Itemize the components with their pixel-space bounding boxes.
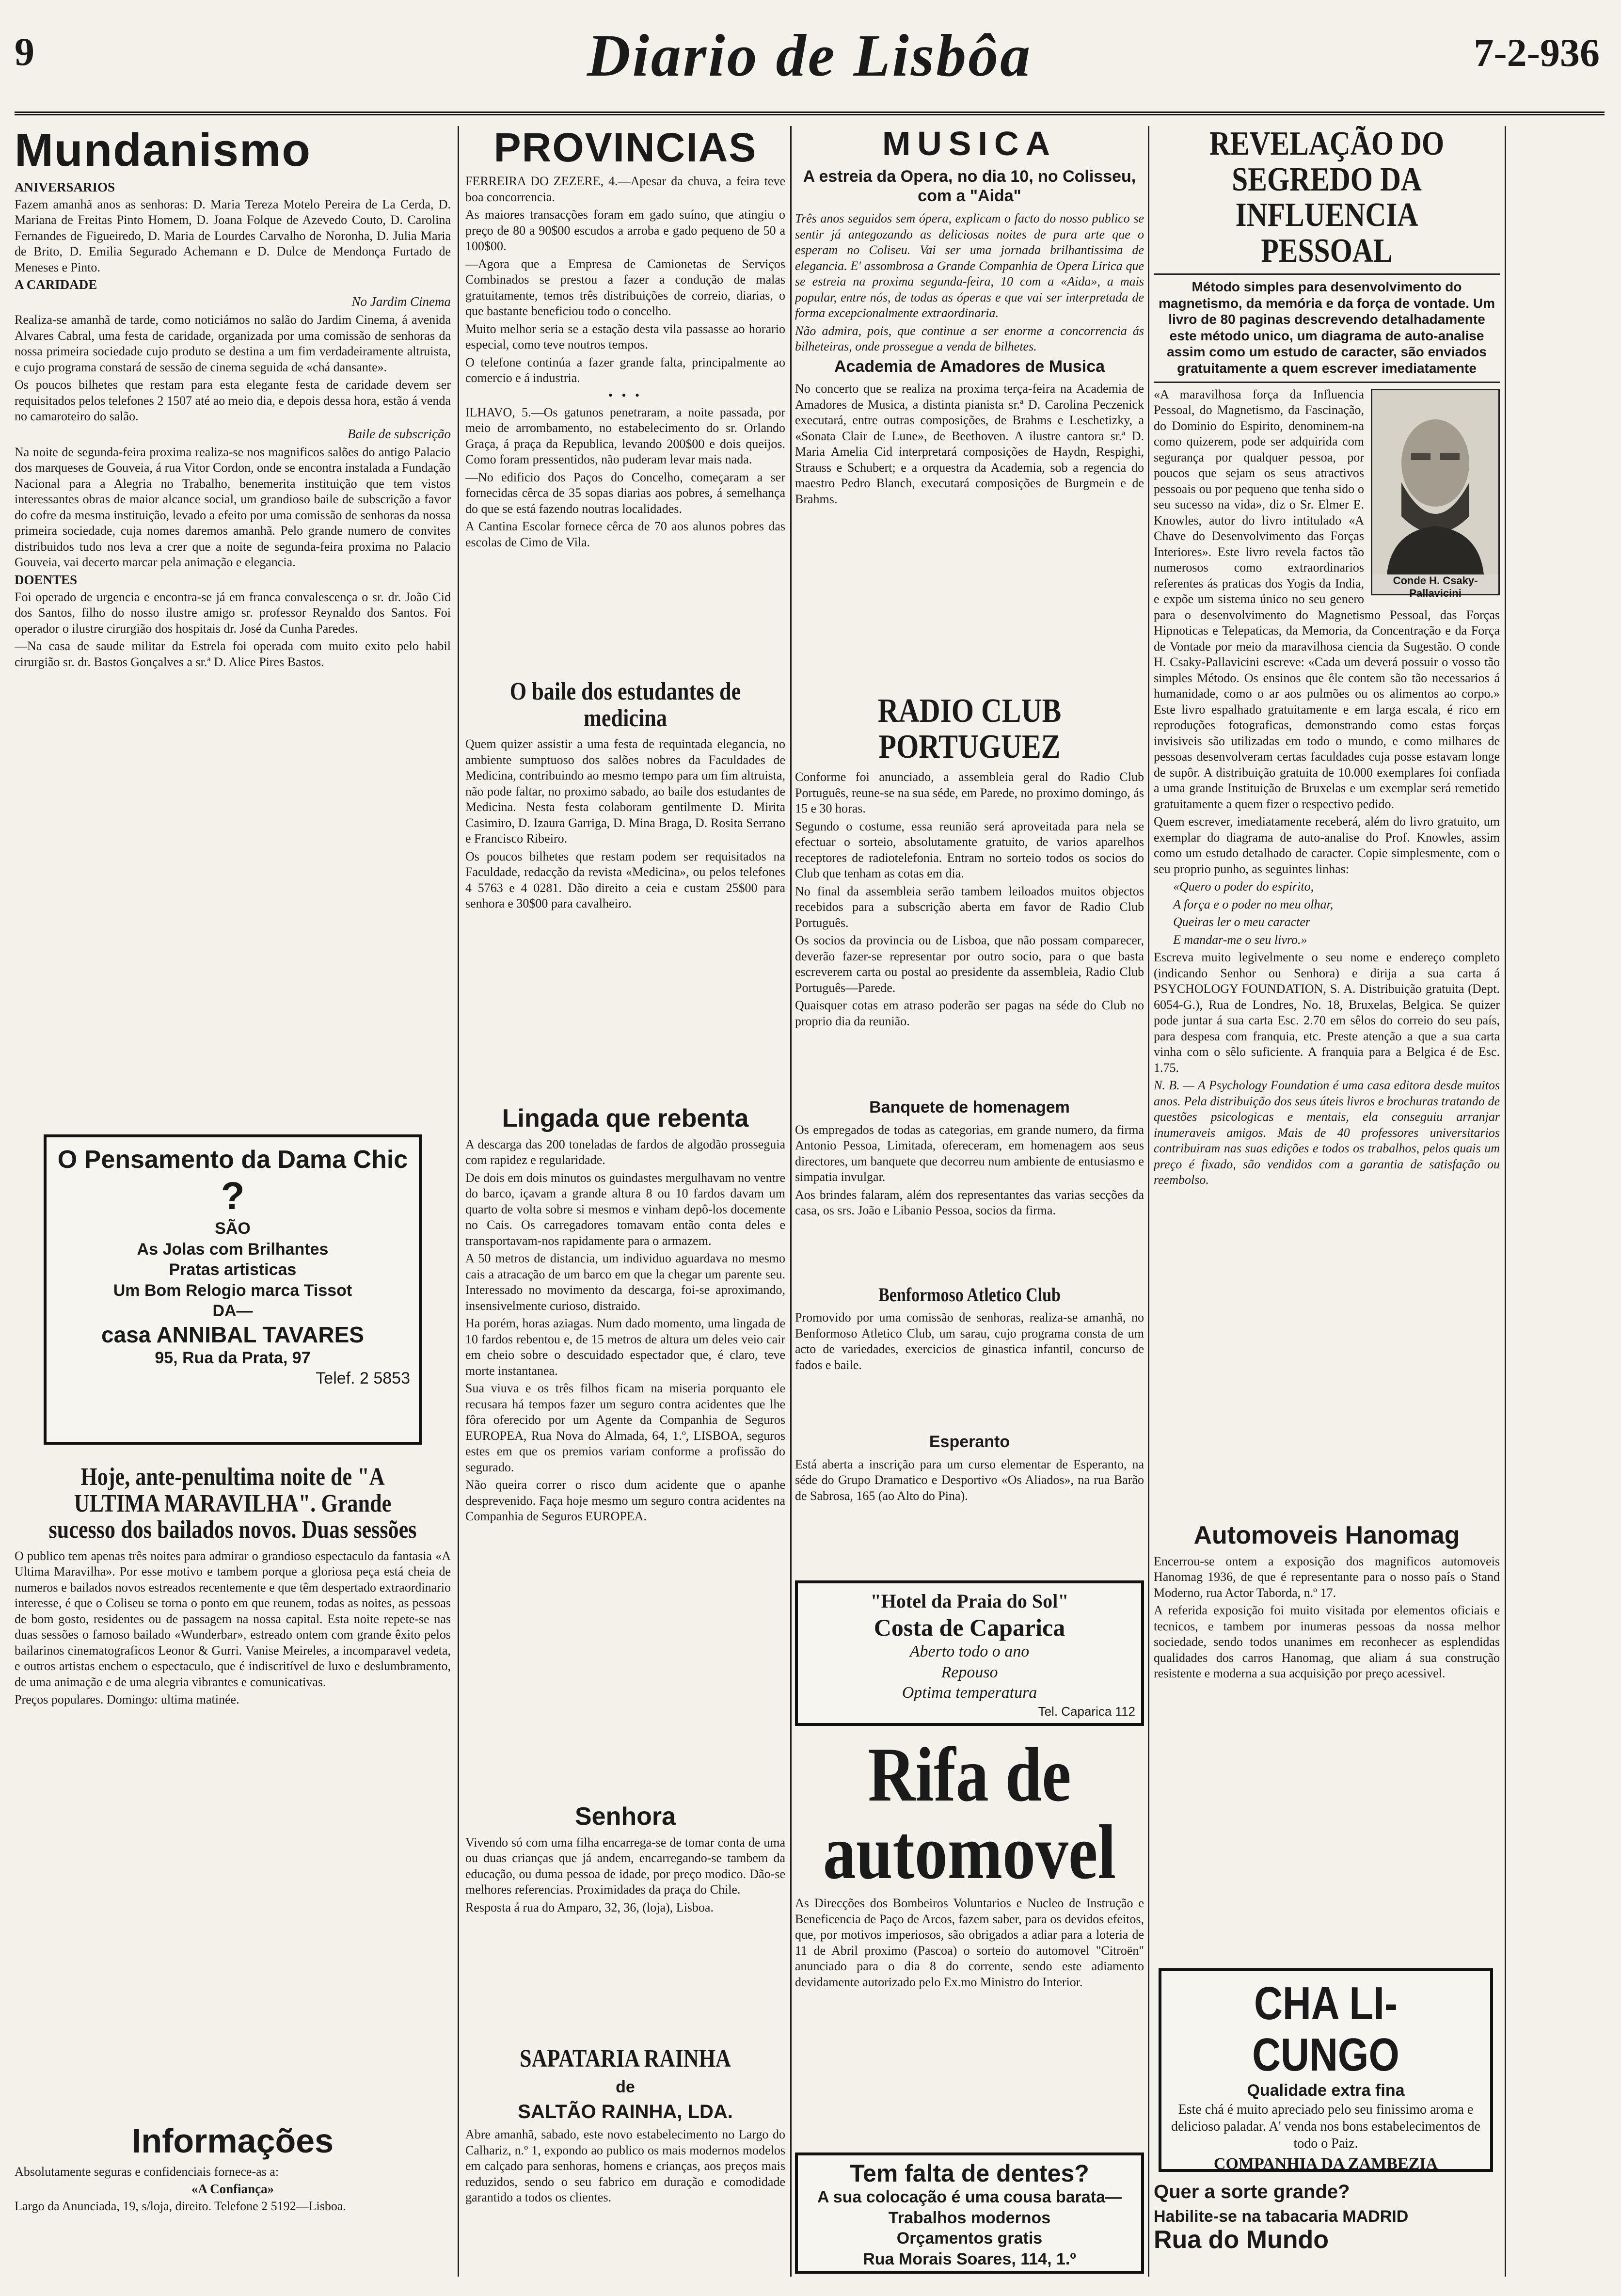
ad-line: Orçamentos gratis: [896, 2229, 1043, 2248]
headline: Lingada que rebenta: [502, 1105, 749, 1132]
paragraph: Muito melhor seria se a estação desta vila passasse ao horario especial, como teve noutros tempos.: [465, 321, 785, 352]
paragraph: Os poucos bilhetes que restam para esta elegante festa de caridade devem ser requisitados pelos telefones 2 1507 até ao meio dia, e depois dessa hora, estão á venda no camaroteiro do salão.: [15, 378, 451, 424]
ad-line: Repouso: [941, 1663, 998, 1681]
paragraph: Fazem amanhã anos as senhoras: D. Maria Tereza Motelo Pereira de La Cerda, D. Mariana de Freitas Pinto Homem, D. Joana Folque de Azevedo Couto, D. Carolina Fernandes de Figueiredo, D. Maria de Lourdes Carvalho de Noronha, D. Julia Maria de Brito, D. Emilia Segurado Achemann e D. Dulce de Mendonça Furtado de Meneses e Pinto.: [15, 197, 451, 274]
headline: MUSICA: [882, 126, 1057, 162]
subheading: No Jardim Cinema: [351, 294, 451, 309]
ad-line: DA—: [212, 1302, 253, 1321]
maravilha-article: [15, 1464, 451, 2114]
paragraph: Foi operado de urgencia e encontra-se já em franca convalescença o sr. dr. João Cid dos Santos, filho do nosso ilustre amigo sr. professor Reynaldo dos Santos. Foi operador o ilustre cirurgião dos hospitais dr. José da Cunha Paredes.: [15, 590, 451, 636]
hotel-location: Costa de Caparica: [874, 1614, 1065, 1641]
subheading: A estreia da Opera, no dia 10, no Colisseu, com a "Aida": [803, 167, 1136, 206]
headline: Benformoso Atletico Club: [878, 1285, 1061, 1306]
column-2: [465, 126, 785, 2277]
portrait-icon: [1372, 390, 1498, 574]
rifa-article: [795, 1736, 1144, 2148]
subheading: Academia de Amadores de Musica: [834, 357, 1105, 376]
divider: [1154, 273, 1500, 275]
ad-line: Rua Morais Soares, 114, 1.º: [863, 2249, 1076, 2268]
paragraph: Abre amanhã, sabado, este novo estabelecimento no Largo do Calhariz, n.º 1, expondo ao publico os mais modernos modelos em calçado para senhoras, homens e crianças, aos preços mais reduzidos, sendo o seu fabrico em duração e comodidade garantido a todos os clientes.: [465, 2127, 785, 2205]
paragraph: Vivendo só com uma filha encarrega-se de tomar conta de uma ou duas crianças que já andem, encarregando-se tambem da educação, ou duma pessoa de idade, por preço modico. Dão-se melhores referencias. Proximidades da praça do Chile.: [465, 1835, 785, 1897]
ad-line: Aberto todo o ano: [909, 1642, 1030, 1660]
paragraph: Quem quizer assistir a uma festa de requintada elegancia, no ambiente sumptuoso dos salões nobres da Faculdades de Medicina, contribuindo ao mesmo tempo para um fim altruista, não pode faltar, no proximo sabado, ao baile dos estudantes de Medicina. Nesta festa colaboram gentilmente D. Mirita Casimiro, D. Izaura Garriga, D. Mina Braga, D. Rosita Serrano e Francisco Ribeiro.: [465, 737, 785, 846]
paragraph: Aos brindes falaram, além dos representantes das varias secções da casa, os srs. João e Libanio Pessoa, socios da firma.: [795, 1187, 1144, 1218]
column-1: [15, 126, 451, 2277]
sorte-ad: [1154, 2182, 1500, 2274]
section-label: ANIVERSARIOS: [15, 179, 115, 194]
subheading: Baile de subscrição: [348, 426, 451, 441]
ad-title: O Pensamento da Dama Chic: [57, 1146, 408, 1174]
headline: Esperanto: [929, 1433, 1010, 1451]
baile-medicina-article: [465, 679, 785, 1091]
paragraph: Este chá é muito apreciado pelo seu finissimo aroma e delicioso paladar. A' venda nos bons estabelecimentos de todo o Paiz.: [1171, 2102, 1480, 2151]
ad-title: CHA LI-CUNGO: [1252, 1977, 1399, 2081]
paragraph: Preços populares. Domingo: ultima matinée.: [15, 1692, 239, 1707]
newspaper-title: Diario de Lisbôa: [587, 22, 1033, 89]
lingada-article: [465, 1105, 785, 1794]
paragraph: Conforme foi anunciado, a assembleia geral do Radio Club Português, reune-se na sua séde, em Parede, no proximo domingo, ás 15 e 30 horas.: [795, 770, 1144, 815]
headline: Informações: [131, 2123, 334, 2160]
shop-address: 95, Rua da Prata, 97: [155, 1348, 311, 1367]
section-label: DOENTES: [15, 572, 78, 587]
esperanto-article: [795, 1430, 1144, 1571]
ad-line: de: [616, 2077, 635, 2096]
firm-name: COMPANHIA DA ZAMBEZIA: [1213, 2154, 1438, 2172]
headline: REVELAÇÃO DO SEGREDO DA INFLUENCIA PESSOAL: [1209, 126, 1445, 270]
paragraph: A descarga das 200 toneladas de fardos de algodão prosseguia com rapidez e regularidade.: [465, 1137, 785, 1167]
column-rule: [790, 126, 792, 2277]
ad-title: Tem falta de dentes?: [850, 2160, 1089, 2187]
paragraph: De dois em dois minutos os guindastes mergulhavam no ventre do barco, içavam a grande altura 8 ou 10 fardos davam um quarto de volta sobre si mesmos e vinham depô-los docemente no Cais. Os carregadores tomavam então conta deles e transportavam-nos rapidamente para o armazem.: [465, 1170, 785, 1248]
column-4: [1154, 126, 1500, 2277]
paragraph: Não admira, pois, que continue a ser enorme a concorrencia ás bilheteiras, onde prossegue a venda de bilhetes.: [795, 323, 1144, 354]
masthead: [15, 19, 1605, 115]
portrait-caption: Conde H. Csaky-Pallavicini: [1393, 574, 1478, 599]
ad-line: As Jolas com Brilhantes: [137, 1240, 329, 1259]
benformoso-article: [795, 1285, 1144, 1425]
shop-phone: Telef. 2 5853: [316, 1369, 410, 1388]
ad-line: Pratas artisticas: [169, 1260, 297, 1279]
paragraph: Na noite de segunda-feira proxima realiza-se nos magnificos salões do antigo Palacio dos marqueses de Gouveia, á rua Vitor Cordon, onde se encontra instalada a Fundação Nacional para a Alegria no Trabalho, benemerita instituição que tem vistos interessantes obras de maior alcance social, um grandioso baile de subscrição a favor do cofre da mesma instituição, levado a efeito por uma comissão de senhoras da nossa primeira sociedade, cuja nomes daremos amanhã. Pelo grande numero de convites distribuidos tudo nos leva a crer que a noite de segunda-feira proxima no Palacio Gouveia, vai decerto marcar pela animação e elegancia.: [15, 445, 451, 570]
paragraph: A referida exposição foi muito visitada por elementos oficiais e tecnicos, e tambem por inumeras pessoas da nossa melhor sociedade, sendo todos unanimes em reconhecer as esplendidas qualidades dos carros Hanomag, que aliam á sua construção resistente e moderna a sua acquisição por preço acessivel.: [1154, 1603, 1500, 1681]
paragraph: Encerrou-se ontem a exposição dos magnificos automoveis Hanomag 1936, de que é representante para o nosso país o Stand Moderno, rua Actor Taborda, n.º 17.: [1154, 1554, 1500, 1600]
column-rule: [458, 126, 459, 2277]
ad-line: Quer a sorte grande?: [1154, 2182, 1350, 2202]
issue-date: 7-2-936: [1474, 31, 1600, 75]
mundanismo-article: [15, 126, 451, 1115]
headline: Mundanismo: [15, 126, 311, 176]
ad-line: Optima temperatura: [902, 1684, 1037, 1702]
paragraph: Os socios da provincia ou de Lisboa, que não possam comparecer, deverão fazer-se representar por outro socio, para o que basta escreverem carta ou postal ao presidente da assembleia, Radio Club Português—Parede.: [795, 933, 1144, 995]
paragraph: As maiores transacções foram em gado suíno, que atingiu o preço de 80 a 90$00 escudos a arroba e gado pequeno de 50 a 100$00.: [465, 207, 785, 254]
provincias-article: [465, 126, 785, 669]
banquete-article: [795, 1096, 1144, 1280]
paragraph: —No edificio dos Paços do Concelho, começaram a ser fornecidas cêrca de 35 sopas diarias aos pobres, á semelhança do que se está fazendo noutras localidades.: [465, 470, 785, 516]
headline: Banquete de homenagem: [869, 1098, 1070, 1116]
paragraph: Os empregados de todas as categorias, em grande numero, da firma Antonio Pessoa, Limitada, ofereceram, em homenagem aos seus directores, um banquete que decorreu num ambiente de entusiasmo e simpatia invulgar.: [795, 1122, 1144, 1184]
sapataria-ad: [465, 2046, 785, 2274]
paragraph: Três anos seguidos sem ópera, explicam o facto do nosso publico se sentir já antegozando as deliciosas noites de pura arte que o esperam no Coliseu. Vai ser uma jornada brilhantissima de elegancia. E' assombrosa a Grande Companhia de Opera Lirica que se estreia na proxima segunda-feira, 10 com a «Aida», a mais popular, entre nós, de todas as óperas e que vai ser interpretada de forma excepcionalmente extraordinaria.: [795, 211, 1144, 320]
headline: Automoveis Hanomag: [1193, 1522, 1460, 1549]
headline: Hoje, ante-penultima noite de "A ULTIMA MARAVILHA". Grande sucesso dos bailados novos. Duas sessões: [48, 1464, 417, 1544]
paragraph: Sua viuva e os três filhos ficam na miseria porquanto ele recusara há tempos fazer um seguro contra acidentes que lhe fôra oferecido por um Agente da Companhia de Seguros EUROPEA, Rua Nova do Almada, 64, 1.º, LISBOA, seguros estes em que os premios variam conforme a profissão do segurado.: [465, 1381, 785, 1474]
ad-line: A sua colocação é uma cousa barata—Trabalhos modernos: [817, 2188, 1122, 2227]
paragraph: Escreva muito legivelmente o seu nome e endereço completo (indicando Senhor ou Senhora) e dirija a sua carta á PSYCHOLOGY FOUNDATION, S. A. Distribuição gratuita (Dept. 6054-G.), Rua de Londres, No. 18, Bruxelas, Belgica. Se quizer pode juntar á sua carta Esc. 2.70 em sêlos do correio do seu país, para despesa com franquia, etc. Preste atenção a que a sua carta vinha com o sêlo suficiente. A franquia para a Belgica é de Esc. 1.75.: [1154, 950, 1500, 1075]
hotel-phone: Tel. Caparica 112: [1038, 1704, 1135, 1719]
paragraph: Quaisquer cotas em atraso poderão ser pagas na séde do Club no proprio dia da reunião.: [795, 998, 1144, 1028]
paragraph: Segundo o costume, essa reunião será aproveitada para nela se efectuar o sorteio, absolutamente gratuito, de varios aparelhos receptores de radiotelefonia. Entram no sorteio todos os socios do Club que tenham as cotas em dia.: [795, 819, 1144, 880]
hanomag-article: [1154, 1522, 1500, 1959]
revelacao-article: [1154, 126, 1500, 1513]
headline: Senhora: [574, 1803, 676, 1831]
paragraph: Não queira correr o risco dum acidente que o apanhe desprevenido. Faça hoje mesmo um seguro contra acidentes na Companhia de Seguros EUROPEA.: [465, 1478, 785, 1524]
quote-line: Queiras ler o meu caracter: [1173, 915, 1311, 929]
subheading: Método simples para desenvolvimento do magnetismo, da memória e da força de vontade. Um livro de 80 paginas descrevendo detalhadamente este método unico, um diagrama de auto-analise assim como um estudo de caracter, são enviados gratuitamente a quem escrever imediatamente: [1159, 279, 1495, 376]
column-rule: [1148, 126, 1149, 2277]
shop-name: casa ANNIBAL TAVARES: [101, 1322, 364, 1347]
ad-line: Um Bom Relogio marca Tissot: [113, 1281, 352, 1300]
company-name: SALTÃO RAINHA, LDA.: [518, 2101, 733, 2123]
ad-line: Habilite-se na tabacaria MADRID: [1154, 2207, 1409, 2226]
ad-line: Rua do Mundo: [1154, 2225, 1329, 2254]
headline: O baile dos estudantes de medicina: [509, 679, 741, 732]
ad-line: Qualidade extra fina: [1247, 2081, 1405, 2100]
paragraph: —Na casa de saude militar da Estrela foi operada com muito exito pelo habil cirurgião sr. dr. Bastos Gonçalves a sr.ª D. Alice Pires Bastos.: [15, 639, 451, 669]
headline: Rifa de automovel: [823, 1736, 1116, 1895]
paragraph: Quem escrever, imediatamente receberá, além do livro gratuito, um exemplar do diagrama de auto-analise do Prof. Knowles, assim como um estudo detalhado de caracter. Copie simplesmente, com o seu proprio punho, as seguintes linhas:: [1154, 814, 1500, 876]
headline: SAPATARIA RAINHA: [520, 2046, 731, 2073]
hotel-ad: [795, 1580, 1144, 1726]
informacoes-article: [15, 2123, 451, 2277]
portrait-photo: [1371, 389, 1500, 599]
agency-address: Largo da Anunciada, 19, s/loja, direito. Telefone 2 5192—Lisboa.: [15, 2199, 346, 2213]
headline: RADIO CLUB PORTUGUEZ: [877, 693, 1062, 765]
paragraph: Promovido por uma comissão de senhoras, realiza-se amanhã, no Benformoso Atletico Club, um sarau, cujo programa consta de um acto de variedades, exercicios de ginastica infantil, concurso de fados e baile.: [795, 1310, 1144, 1372]
paragraph: O publico tem apenas três noites para admirar o grandioso espectaculo da fantasia «A Ultima Maravilha». Por esse motivo e tambem porque a gloriosa peça está cheia de numeros e bailados novos estreados recentemente e que têm despertado extraordinario interesse, é que o Coliseu se torna o ponto em que reunem, todas as noites, as pessoas de bom gosto, residentes ou de passagem na nossa capital. Esta noite repete-se nas duas sessões o famoso bailado «Wunderbar», estreado ontem com grande êxito pelos bailarinos cinematograficos Leonor & Gurri. Vanise Meireles, a incomparavel vedeta, e outros artistas enchem o espectaculo, que é indiscritível de luxo e deslumbramento, de uma animação e de uma alegria vibrantes e comunicativas.: [15, 1548, 451, 1689]
paragraph: ILHAVO, 5.—Os gatunos penetraram, a noite passada, por meio de arrombamento, no estabelecimento do sr. Orlando Graça, á praça da Republica, levando 200$00 e dois queijos. Como foram pressentidos, não puderam levar mais nada.: [465, 405, 785, 467]
agency-name: «A Confiança»: [191, 2182, 274, 2196]
paragraph: As Direcções dos Bombeiros Voluntarios e Nucleo de Instrução e Beneficencia de Paço de Arcos, fazem saber, para os devidos efeitos, que, por motivos imperiosos, são obrigados a adiar para a loteria de 11 de Abril proximo (Pascoa) o sorteio do automovel "Citroën" anunciado para o dia 8 do corrente, sendo este adiamento devidamente autorizado pelo Ex.mo Ministro do Interior.: [795, 1896, 1144, 1989]
quote-line: A força e o poder no meu olhar,: [1173, 897, 1334, 911]
paragraph: No final da assembleia serão tambem leiloados muitos objectos recebidos para a subscrição aberta em favor de Radio Club Português.: [795, 884, 1144, 930]
paragraph: A Cantina Escolar fornece cêrca de 70 aos alunos pobres das escolas de Cimo de Vila.: [465, 519, 785, 549]
column-3: [795, 126, 1144, 2277]
separator: • • •: [608, 388, 643, 402]
paragraph: Os poucos bilhetes que restam podem ser requisitados na Faculdade, redacção da revista «Medicina», ou pelos telefones 4 5763 e 4 0281. Dão direito a ceia e custam 25$00 para senhora e 30$00 para cavalheiro.: [465, 849, 785, 911]
ad-line: SÃO: [215, 1219, 251, 1238]
quote-line: «Quero o poder do espirito,: [1173, 879, 1314, 894]
paragraph: FERREIRA DO ZEZERE, 4.—Apesar da chuva, a feira teve boa concorrencia.: [465, 174, 785, 204]
paragraph: N. B. — A Psychology Foundation é uma casa editora desde muitos anos. Pela distribuição dos seus úteis livros e brochuras tratando de questões psicologicas e mentais, ela conseguiu arranjar inumeraveis amigos. Mais de 40 professores universitarios contribuiram nas suas edições e todos os trabalhos, pelos quais um preço é fixado, são vendidos com a garantia de satisfação ou reembolso.: [1154, 1078, 1500, 1187]
paragraph: Está aberta a inscrição para um curso elementar de Esperanto, na séde do Grupo Dramatico e Desportivo «Os Aliados», na rua Barão de Sabrosa, 165 (ao Alto do Pina).: [795, 1457, 1144, 1503]
dentes-ad: [795, 2152, 1144, 2274]
quote-line: E mandar-me o seu livro.»: [1173, 932, 1307, 947]
paragraph: Resposta á rua do Amparo, 32, 36, (loja), Lisboa.: [465, 1900, 714, 1914]
paragraph: Absolutamente seguras e confidenciais fornece-as a:: [15, 2164, 279, 2179]
headline: PROVINCIAS: [493, 126, 757, 170]
paragraph: No concerto que se realiza na proxima terça-feira na Academia de Amadores de Musica, a distinta pianista sr.ª D. Carolina Peczenick executará, entre outras composições, de Brahms e Leschetizky, a «Sonata Clair de Lune», de Beethoven. A ilustre cantora sr.ª D. Maria Amelia Cid interpretará composições de Haydn, Respighi, Strauss e Schubert; e a orquestra da Academia, sob a regencia do maestro Pedro Blanch, executará composições de Burgmein e de Brahms.: [795, 382, 1144, 506]
column-rule: [1505, 126, 1506, 2277]
paragraph: —Agora que a Empresa de Camionetas de Serviços Combinados se prestou a fazer a condução de malas gratuitamente, temos três distribuições de correio, diarias, o que bastante beneficiou todo o concelho.: [465, 256, 785, 319]
musica-article: [795, 126, 1144, 684]
senhora-article: [465, 1803, 785, 2036]
divider: [1154, 382, 1500, 383]
ad-dama-chic: [44, 1134, 422, 1445]
page-number: 9: [15, 30, 34, 74]
cha-ad: [1159, 1968, 1493, 2172]
paragraph: O telefone continúa a fazer grande falta, principalmente ao comercio e á industria.: [465, 355, 785, 385]
hotel-name: "Hotel da Praia do Sol": [870, 1590, 1069, 1612]
radio-article: [795, 693, 1144, 1086]
paragraph: «A maravilhosa força da Influencia Pessoal, do Magnetismo, da Fascinação, do Dominio do Espirito, denominem-na como quizerem, pode ser adquirida com segurança por qualquer pessoa, por poucos que sejam os seus atractivos pessoais ou por pequeno que tenha sido o seu sucesso na vida», diz o Sr. Elmer E. Knowles, autor do livro intitulado «A Chave do Desenvolvimento das Forças Interiores». Este livro revela factos tão numerosos como extraordinarios referentes ás praticas dos Yogis da India, e expõe um sistema único no seu genero para o desenvolvimento do Magnetismo Pessoal, das Forças Hipnoticas e Telepaticas, da Memoria, da Concentração e da Força de Vontade por meio da maravilhosa ciencia da Sugestão. O conde H. Csaky-Pallavicini escreve: «Cada um deverá possuir o vosso tão simples Método. Os ensinos que êle contem são tão necessarios á humanidade, como o ar aos pulmões ou os alimentos ao corpo.» Este livro espalhado gratuitamente e em larga escala, é rico em reproduções fotograficas, demonstrando como estas forças invisiveis são utilizadas em todo o mundo, e como milhares de pessoas desenvolveram certas faculdades cuja posse estavam longe de supôr. A distribuição gratuita de 10.000 exemplares foi confiada a uma grande Instituição de Bruxelas e um exemplar será remetido gratuitamente a quem fizer o respectivo pedido.: [1154, 387, 1500, 811]
paragraph: Ha porém, horas aziagas. Num dado momento, uma lingada de 10 fardos rebentou e, de 15 metros de altura um deles veio cair em cheio sobre o descuidado espectador que, é claro, teve morte instantanea.: [465, 1316, 785, 1378]
section-label: A CARIDADE: [15, 277, 97, 292]
question-mark: ?: [221, 1174, 245, 1218]
paragraph: Realiza-se amanhã de tarde, como noticiámos no salão do Jardim Cinema, á avenida Alvares Cabral, uma festa de caridade, organizada por uma comissão de senhoras da nossa primeira sociedade cujo produto se destina a um fim verdadeiramente altruista, e cujo programa constará de sessão de cinema seguida de «chá dansante».: [15, 313, 451, 374]
paragraph: A 50 metros de distancia, um individuo aguardava no mesmo cais a atracação de um barco em que la chegar um parente seu. Interessado no movimento da descarga, foi-se aproximando, insensivelmente curioso, distraido.: [465, 1251, 785, 1313]
